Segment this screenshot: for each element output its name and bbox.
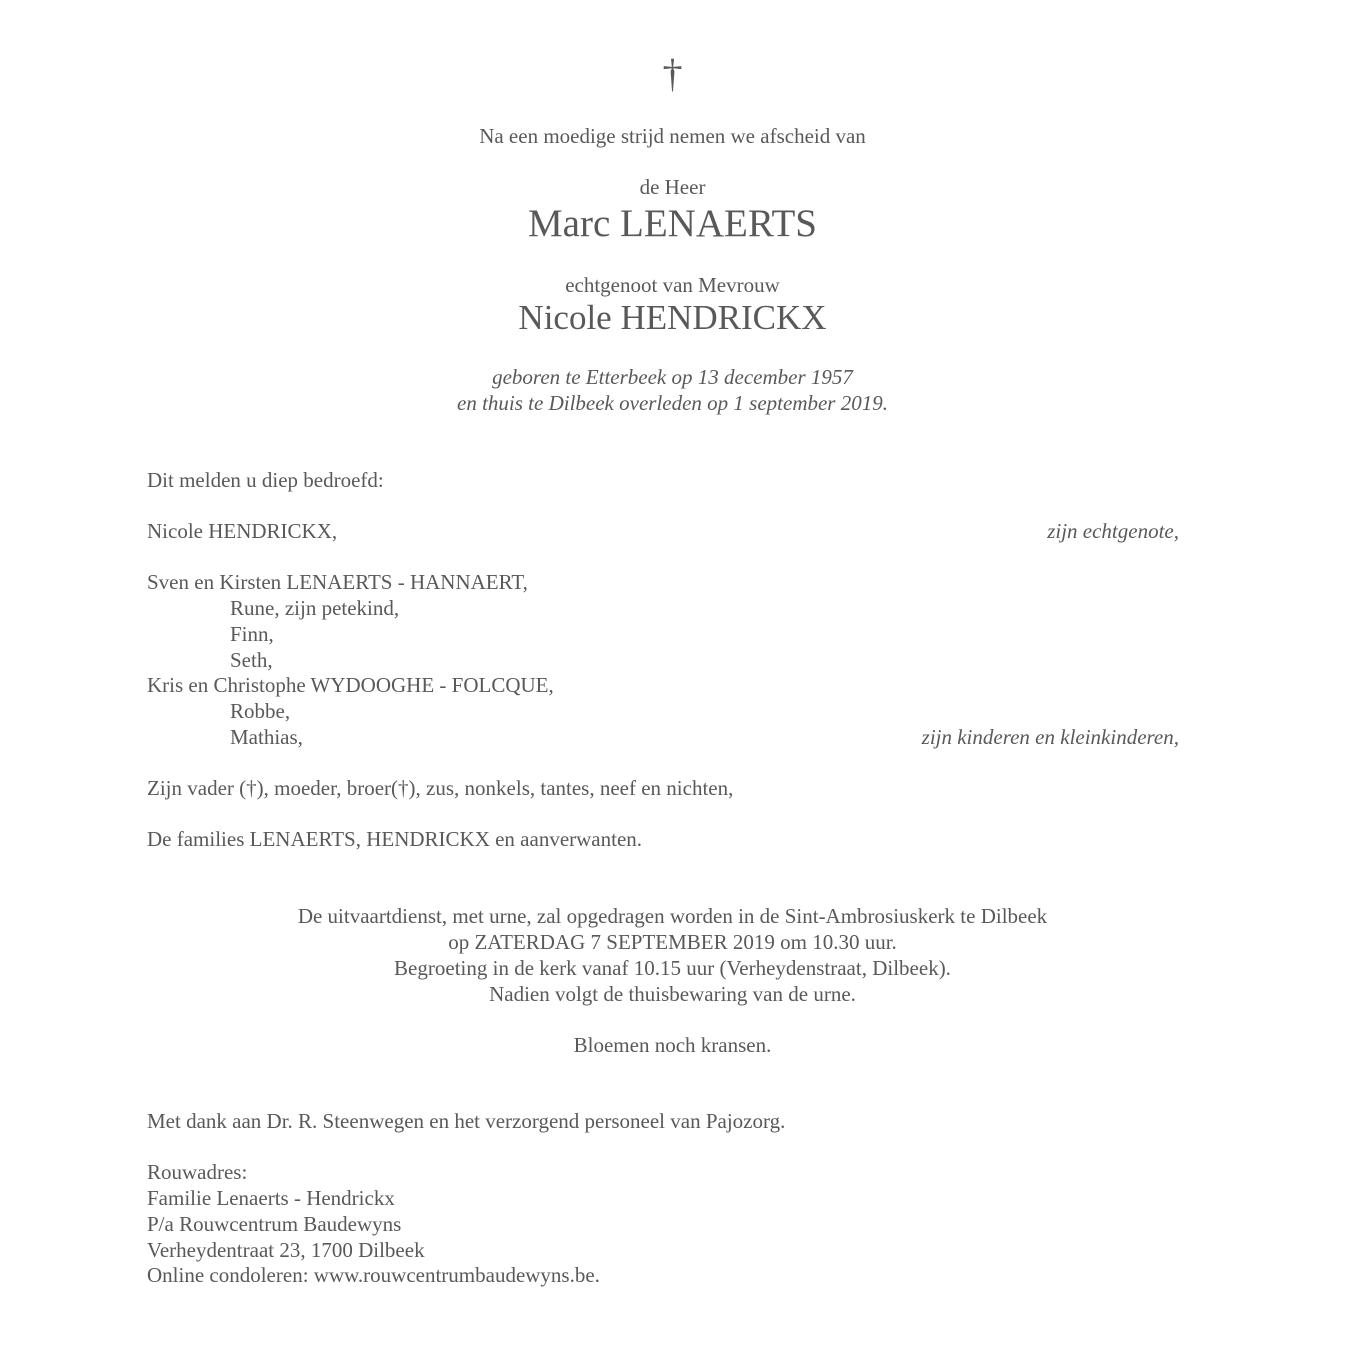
- address-label: Rouwadres:: [147, 1160, 248, 1184]
- family-spouse: Nicole HENDRICKX,: [147, 519, 338, 543]
- children-role: zijn kinderen en kleinkinderen,: [921, 725, 1179, 749]
- flowers-note: Bloemen noch kransen.: [573, 1033, 772, 1057]
- spouse-name: Nicole HENDRICKX: [518, 298, 827, 337]
- address-line-1: Familie Lenaerts - Hendrickx: [147, 1186, 395, 1210]
- service-line-3: Begroeting in de kerk vanaf 10.15 uur (Verheydenstraat, Dilbeek).: [394, 956, 951, 980]
- spouse-role: zijn echtgenote,: [1047, 519, 1179, 543]
- birth-line: geboren te Etterbeek op 13 december 1957: [492, 365, 853, 389]
- families-line: De families LENAERTS, HENDRICKX en aanverwanten.: [147, 827, 643, 851]
- address-line-2: P/a Rouwcentrum Baudewyns: [147, 1212, 402, 1236]
- service-line-4: Nadien volgt de thuisbewaring van de urne.: [489, 982, 856, 1006]
- service-line-2: op ZATERDAG 7 SEPTEMBER 2019 om 10.30 uur.: [448, 930, 897, 954]
- grandchild-4: Robbe,: [230, 699, 291, 723]
- grandchild-3: Seth,: [230, 648, 273, 672]
- cross-icon: †: [662, 51, 683, 96]
- intro-text: Na een moedige strijd nemen we afscheid van: [479, 124, 866, 148]
- family-intro: Dit melden u diep bedroefd:: [147, 468, 384, 492]
- title-prefix: de Heer: [639, 175, 706, 199]
- family-couple-1: Sven en Kirsten LENAERTS - HANNAERT,: [147, 570, 528, 594]
- service-line-1: De uitvaartdienst, met urne, zal opgedragen worden in de Sint-Ambrosiuskerk te Dilbeek: [297, 904, 1048, 928]
- death-line: en thuis te Dilbeek overleden op 1 september 2019.: [457, 391, 888, 415]
- family-couple-2: Kris en Christophe WYDOOGHE - FOLCQUE,: [147, 673, 554, 697]
- grandchild-2: Finn,: [230, 622, 274, 646]
- online-condolence: Online condoleren: www.rouwcentrumbaudewyns.be.: [147, 1263, 600, 1287]
- thanks-line: Met dank aan Dr. R. Steenwegen en het verzorgend personeel van Pajozorg.: [147, 1109, 786, 1133]
- address-line-3: Verheydentraat 23, 1700 Dilbeek: [147, 1238, 425, 1262]
- spouse-prefix: echtgenoot van Mevrouw: [565, 273, 780, 297]
- relatives-line: Zijn vader (†), moeder, broer(†), zus, nonkels, tantes, neef en nichten,: [147, 776, 734, 800]
- grandchild-5: Mathias,: [230, 725, 303, 749]
- grandchild-1: Rune, zijn petekind,: [230, 596, 400, 620]
- deceased-name: Marc LENAERTS: [527, 202, 817, 245]
